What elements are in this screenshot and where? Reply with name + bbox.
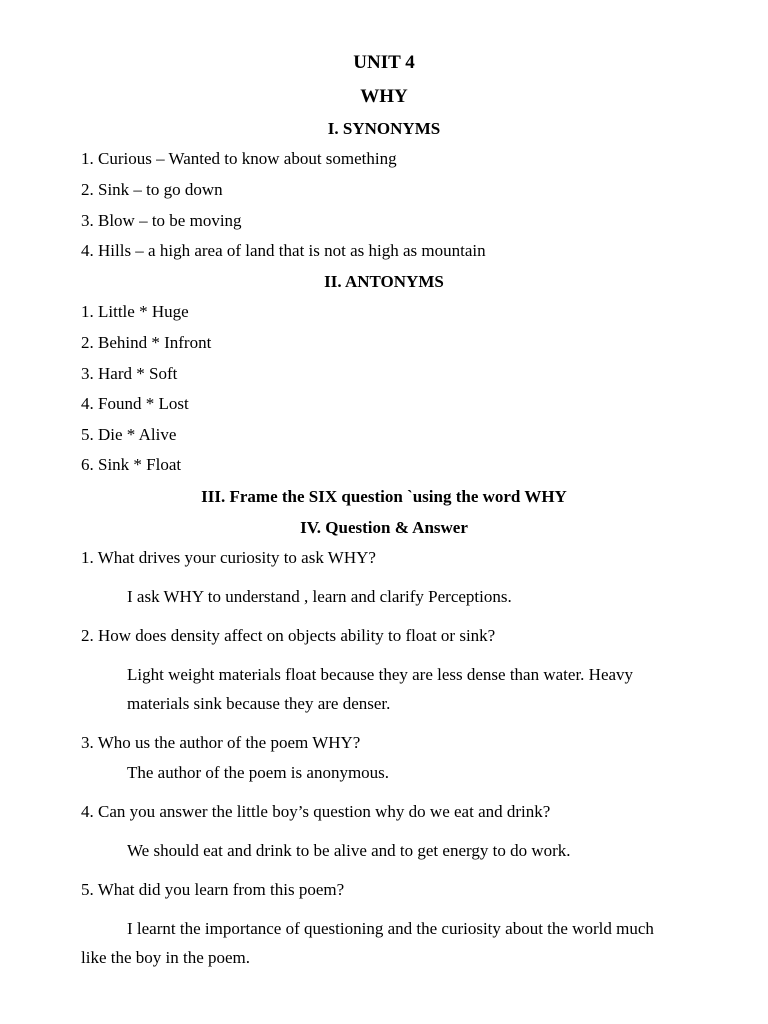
answer-text: like the boy in the poem. [81, 948, 251, 967]
answer-text: materials sink because they are denser. [127, 694, 391, 713]
synonym-item: 1. Curious – Wanted to know about something [81, 149, 397, 168]
synonym-item: 2. Sink – to go down [81, 180, 223, 199]
answer-text: I learnt the importance of questioning and the curiosity about the world much [127, 919, 654, 938]
question-text: 3. Who us the author of the poem WHY? [81, 733, 361, 752]
antonym-item: 5. Die * Alive [81, 425, 177, 444]
antonym-item: 2. Behind * Infront [81, 333, 212, 352]
antonym-item: 1. Little * Huge [81, 302, 189, 321]
answer-text: The author of the poem is anonymous. [127, 763, 390, 782]
antonym-item: 6. Sink * Float [81, 455, 182, 474]
frame-questions-heading: III. Frame the SIX question `using the word WHY [201, 487, 567, 506]
synonym-item: 4. Hills – a high area of land that is not as high as mountain [81, 241, 486, 260]
question-text: 2. How does density affect on objects ability to float or sink? [81, 626, 496, 645]
answer-text: Light weight materials float because they are less dense than water. Heavy [127, 665, 634, 684]
question-text: 1. What drives your curiosity to ask WHY? [81, 548, 376, 567]
qa-heading: IV. Question & Answer [300, 518, 468, 537]
answer-text: We should eat and drink to be alive and to get energy to do work. [127, 841, 571, 860]
antonym-item: 3. Hard * Soft [81, 364, 178, 383]
synonyms-heading: I. SYNONYMS [327, 119, 441, 138]
synonym-item: 3. Blow – to be moving [81, 211, 242, 230]
question-text: 5. What did you learn from this poem? [81, 880, 345, 899]
antonyms-heading: II. ANTONYMS [324, 272, 444, 291]
question-text: 4. Can you answer the little boy’s question why do we eat and drink? [81, 802, 551, 821]
page-title: WHY [360, 86, 408, 107]
answer-text: I ask WHY to understand , learn and clarify Perceptions. [127, 587, 512, 606]
antonym-item: 4. Found * Lost [81, 394, 189, 413]
unit-heading: UNIT 4 [353, 52, 415, 73]
